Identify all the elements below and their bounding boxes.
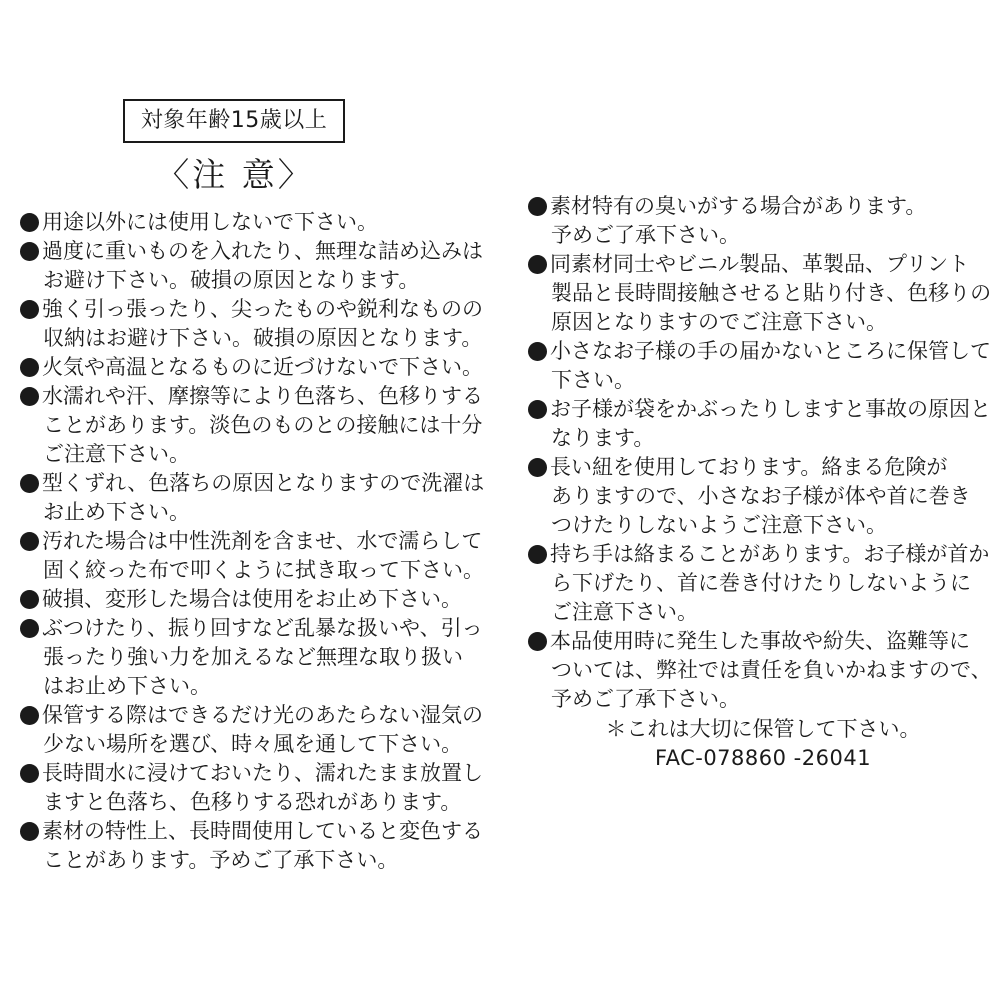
caution-text: 小さなお子様の手の届かないところに保管して [550,339,991,363]
caution-text: なります。 [551,426,655,450]
caution-text: 製品と長時間接触させると貼り付き、色移りの [551,281,992,305]
caution-line [20,614,483,643]
caution-text: ことがあります。予めご了承下さい。 [43,848,399,872]
bullet-icon [20,242,39,261]
caution-line [20,237,483,266]
caution-text: 下さい。 [551,368,635,392]
caution-line [20,759,483,788]
caution-text: お止め下さい。 [43,500,190,524]
caution-line [20,846,480,875]
page-title: 〈注 意〉 [156,155,314,194]
caution-text: 型くずれ、色落ちの原因となりますので洗濯は [42,471,485,495]
caution-line [20,672,480,701]
caution-text: 長時間水に浸けておいたり、濡れたまま放置し [42,761,483,785]
caution-list-right [528,192,998,714]
caution-text: 固く絞った布で叩くように拭き取って下さい。 [43,558,484,582]
caution-item [528,540,998,627]
caution-text: 火気や高温となるものに近づけないで下さい。 [42,355,483,379]
caution-text: お避け下さい。破損の原因となります。 [43,268,420,292]
bullet-icon [20,474,39,493]
product-code: FAC-078860 -26041 [654,746,872,770]
caution-line [20,382,483,411]
caution-item [20,585,480,614]
caution-item [20,759,483,817]
caution-line [20,266,480,295]
caution-line [20,527,483,556]
caution-line [528,453,998,482]
caution-line [20,411,483,440]
caution-line [20,643,480,672]
caution-line [20,701,483,730]
caution-item [20,527,484,585]
bullet-icon [20,387,39,406]
caution-line [20,353,483,382]
caution-item [20,817,483,875]
bullet-icon [20,532,39,551]
caution-line [528,482,998,511]
caution-text: 破損、変形した場合は使用をお止め下さい。 [42,587,462,611]
caution-text: 汚れた場合は中性洗剤を含ませ、水で濡らして [42,529,483,553]
caution-line [528,337,998,366]
caution-text: 持ち手は絡まることがあります。お子様が首か [550,542,990,566]
bullet-icon [20,590,39,609]
caution-text: 保管する際はできるだけ光のあたらない湿気の [42,703,483,727]
keep-note: ＊これは大切に保管して下さい。 [605,717,921,741]
caution-item [528,192,998,250]
caution-line [528,569,998,598]
caution-line [528,366,998,395]
caution-text: ぶつけたり、振り回すなど乱暴な扱いや、引っ [42,616,483,640]
caution-text: つけたりしないようご注意下さい。 [551,513,887,537]
caution-line [20,324,483,353]
caution-line [20,817,483,846]
caution-text: 収納はお避け下さい。破損の原因となります。 [43,326,483,350]
caution-text: 同素材同士やビニル製品、革製品、プリント [550,252,970,276]
caution-line [20,498,480,527]
caution-line [20,788,480,817]
caution-text: ますと色落ち、色移りする恐れがあります。 [43,790,462,814]
caution-text: 本品使用時に発生した事故や紛失、盗難等に [550,629,970,653]
bullet-icon [528,458,547,477]
bullet-icon [20,764,39,783]
caution-line [20,556,484,585]
bullet-icon [528,632,547,651]
caution-text: ご注意下さい。 [43,442,190,466]
caution-line [528,598,998,627]
caution-text: はお止め下さい。 [43,674,211,698]
bullet-icon [20,822,39,841]
caution-text: お子様が袋をかぶったりしますと事故の原因と [550,397,991,421]
caution-line [528,279,998,308]
caution-text: 素材の特性上、長時間使用していると変色する [42,819,483,843]
caution-item [20,208,480,237]
caution-item [20,295,483,353]
caution-item [20,237,483,295]
caution-line [528,540,998,569]
caution-line [528,308,998,337]
bullet-icon [20,619,39,638]
caution-text: 張ったり強い力を加えるなど無理な取り扱い [43,645,463,669]
age-notice: 対象年齢15歳以上 [140,108,328,133]
caution-item [20,701,483,759]
caution-text: 素材特有の臭いがする場合があります。 [550,194,927,218]
bullet-icon [20,706,39,725]
caution-text: ご注意下さい。 [551,600,698,624]
caution-line [20,469,485,498]
caution-text: 水濡れや汗、摩擦等により色落ち、色移りする [42,384,483,408]
caution-item [528,395,998,453]
caution-text: ことがあります。淡色のものとの接触には十分 [43,413,483,437]
bullet-icon [528,197,547,216]
bullet-icon [20,300,39,319]
caution-text: ついては、弊社では責任を負いかねますので、 [551,658,992,682]
caution-line [528,511,998,540]
bullet-icon [528,545,547,564]
caution-line [528,395,998,424]
bullet-icon [528,342,547,361]
caution-item [528,627,998,714]
caution-item [20,353,483,382]
caution-item [20,469,485,527]
caution-item [528,453,998,540]
caution-text: ありますので、小さなお子様が体や首に巻き [551,484,971,508]
caution-text: 少ない場所を選び、時々風を通して下さい。 [43,732,463,756]
caution-item [528,337,998,395]
caution-text: 過度に重いものを入れたり、無理な詰め込みは [42,239,483,263]
bullet-icon [20,358,39,377]
caution-line [20,585,480,614]
caution-text: ら下げたり、首に巻き付けたりしないように [551,571,971,595]
caution-line [528,627,998,656]
bullet-icon [20,213,39,232]
caution-text: 強く引っ張ったり、尖ったものや鋭利なものの [42,297,483,321]
bullet-icon [528,400,547,419]
caution-list-left [20,208,485,875]
caution-line [20,730,480,759]
caution-text: 予めご了承下さい。 [551,223,740,247]
caution-line [20,440,480,469]
caution-text: 用途以外には使用しないで下さい。 [42,210,378,234]
caution-line [528,685,998,714]
caution-line [528,250,998,279]
caution-item [20,382,483,469]
caution-line [528,424,998,453]
caution-text: 原因となりますのでご注意下さい。 [551,310,887,334]
caution-line [528,656,998,685]
caution-text: 長い紐を使用しております。絡まる危険が [550,455,948,479]
caution-item [528,250,998,337]
caution-line [528,221,998,250]
bullet-icon [528,255,547,274]
caution-line [20,208,480,237]
caution-line [528,192,998,221]
caution-item [20,614,483,701]
caution-line [20,295,483,324]
caution-text: 予めご了承下さい。 [551,687,740,711]
age-notice-box [123,99,345,143]
